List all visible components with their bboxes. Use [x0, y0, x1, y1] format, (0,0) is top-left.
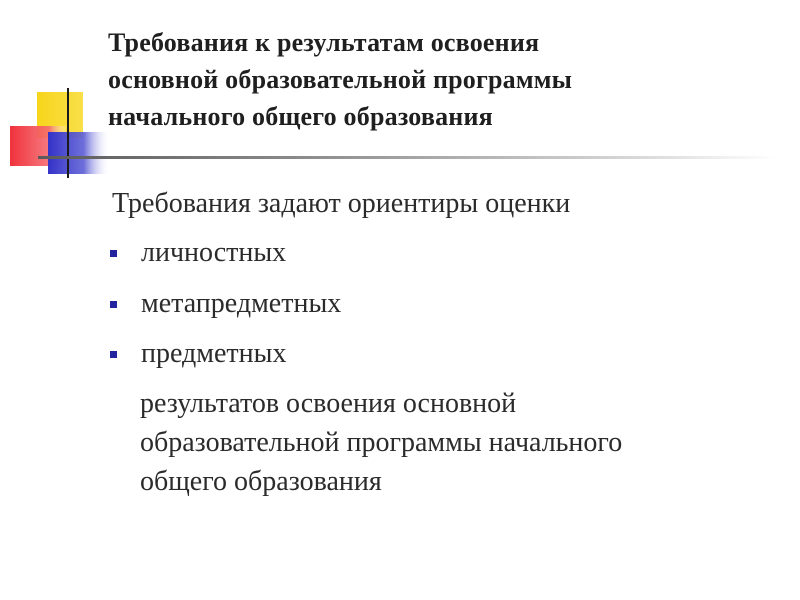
- list-item-label: личностных: [141, 237, 287, 268]
- list-item-label: предметных: [141, 338, 287, 369]
- closing-text-line-2: образовательной программы начального: [140, 427, 623, 458]
- square-bullet-icon: [110, 351, 117, 358]
- list-item-label: метапредметных: [141, 288, 342, 319]
- closing-text: [140, 384, 780, 501]
- square-bullet-icon: [110, 301, 117, 308]
- slide-title-line-3: начального общего образования: [108, 102, 493, 131]
- slide-title-line-2: основной образовательной программы: [108, 65, 573, 94]
- intro-text: Требования задают ориентиры оценки: [112, 188, 571, 219]
- square-bullet-icon: [110, 250, 117, 257]
- closing-text-line-1: результатов освоения основной: [140, 388, 517, 419]
- closing-text-line-3: общего образования: [140, 466, 382, 497]
- slide-title-line-1: Требования к результатам освоения: [108, 28, 540, 57]
